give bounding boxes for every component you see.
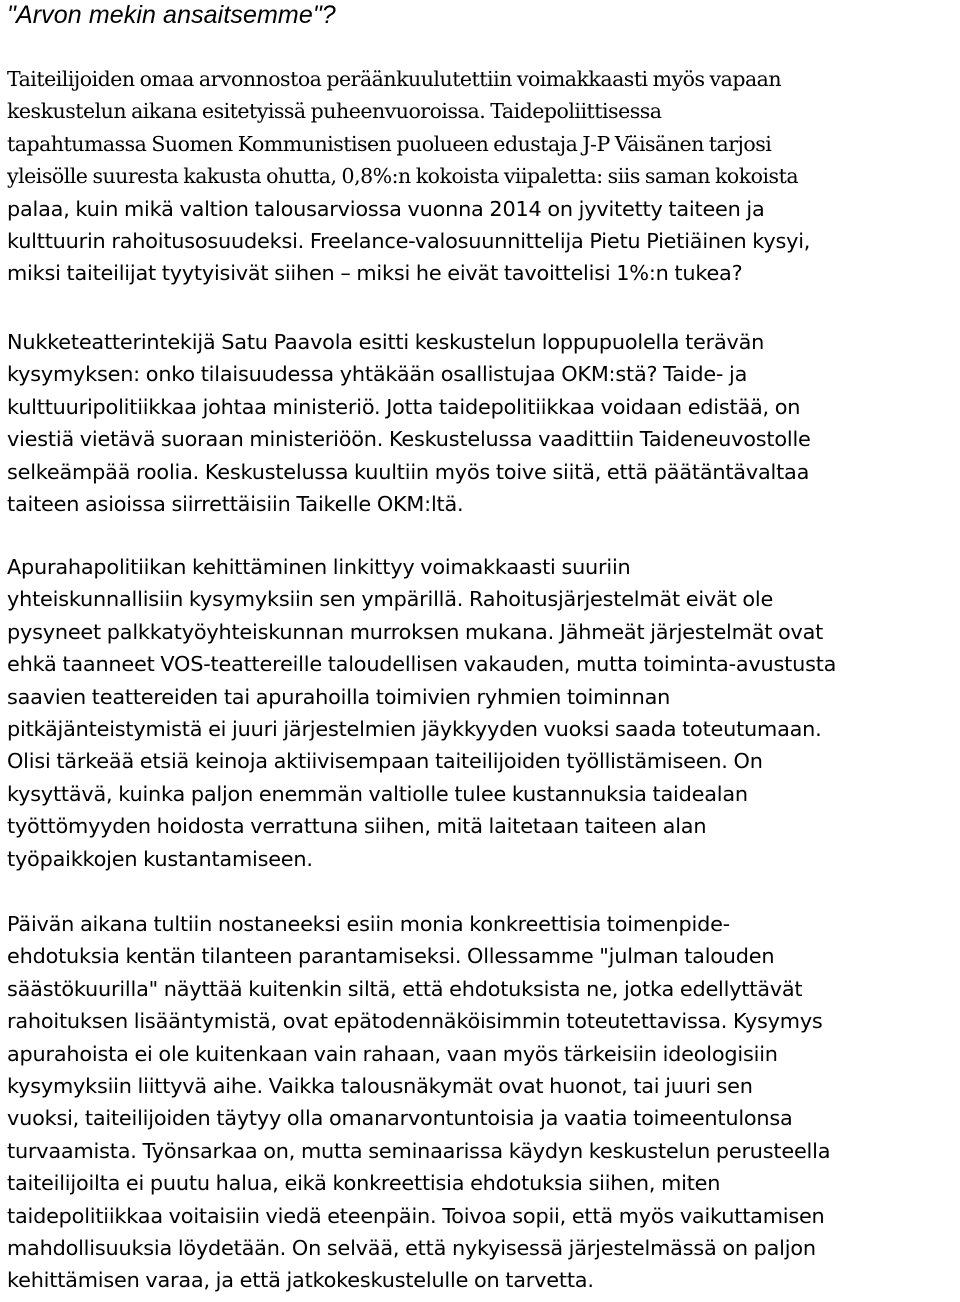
text-line: pitkäjänteistymistä ei juuri järjestelmien jäykkyyden vuoksi saada toteutumaan. xyxy=(7,716,822,741)
paragraph-4 xyxy=(7,908,830,1297)
text-line: ehkä taanneet VOS-teattereille taloudellisen vakauden, mutta toiminta-avustusta xyxy=(7,652,837,677)
text-line: palaa, kuin mikä valtion talousarviossa vuonna 2014 on jyvitetty taiteen ja xyxy=(7,196,765,221)
paragraph-2 xyxy=(7,326,811,520)
document-page xyxy=(7,0,957,1293)
text-line: kulttuuripolitiikkaa johtaa ministeriö. Jotta taidepolitiikkaa voidaan edistää, on xyxy=(7,394,801,419)
text-line: työpaikkojen kustantamiseen. xyxy=(7,846,313,871)
text-line: yhteiskunnallisiin kysymyksiin sen ympärillä. Rahoitusjärjestelmät eivät ole xyxy=(7,587,774,612)
text-line: yleisölle suuresta kakusta ohutta, 0,8%:n kokoista viipaletta: siis saman kokoista xyxy=(7,164,799,189)
text-line: turvaamista. Työnsarkaa on, mutta seminaarissa käydyn keskustelun perusteella xyxy=(7,1138,831,1163)
text-line: kysyttävä, kuinka paljon enemmän valtiolle tulee kustannuksia taidealan xyxy=(7,781,748,806)
paragraph-3 xyxy=(7,551,836,875)
text-line: kysymyksiin liittyvä aihe. Vaikka talousnäkymät ovat huonot, tai juuri sen xyxy=(7,1073,753,1098)
text-line: pysyneet palkkatyöyhteiskunnan murroksen mukana. Jähmeät järjestelmät ovat xyxy=(7,619,824,644)
paragraph-1 xyxy=(7,63,810,290)
text-line: Nukketeatterintekijä Satu Paavola esitti keskustelun loppupuolella terävän xyxy=(7,330,765,354)
text-line: saavien teattereiden tai apurahoilla toimivien ryhmien toiminnan xyxy=(7,684,671,709)
text-line: mahdollisuuksia löydetään. On selvää, että nykyisessä järjestelmässä on paljon xyxy=(7,1235,816,1260)
document-heading: "Arvon mekin ansaitsemme"? xyxy=(7,1,336,29)
text-line: taiteen asioissa siirrettäisiin Taikelle OKM:ltä. xyxy=(7,491,464,516)
text-line: vuoksi, taiteilijoiden täytyy olla omanarvontuntoisia ja vaatia toimeentulonsa xyxy=(7,1106,793,1131)
text-line: Apurahapolitiikan kehittäminen linkittyy voimakkaasti suuriin xyxy=(7,555,631,579)
text-line: apurahoista ei ole kuitenkaan vain rahaan, vaan myös tärkeisiin ideologisiin xyxy=(7,1041,778,1066)
text-line: rahoituksen lisääntymistä, ovat epätodennäköisimmin toteutettavissa. Kysymys xyxy=(7,1009,823,1034)
text-line: Päivän aikana tultiin nostaneeksi esiin monia konkreettisia toimenpide- xyxy=(7,912,730,936)
text-line: säästökuurilla" näyttää kuitenkin siltä, että ehdotuksista ne, jotka edellyttävät xyxy=(7,976,803,1001)
text-line: viestiä vietävä suoraan ministeriöön. Keskustelussa vaadittiin Taideneuvostolle xyxy=(7,427,811,452)
text-line: kysymyksen: onko tilaisuudessa yhtäkään osallistujaa OKM:stä? Taide- ja xyxy=(7,362,748,387)
text-line: selkeämpää roolia. Keskustelussa kuultiin myös toive siitä, että päätäntävaltaa xyxy=(7,459,810,484)
text-line: työttömyyden hoidosta verrattuna siihen, mitä laitetaan taiteen alan xyxy=(7,814,707,839)
text-line: taidepolitiikkaa voitaisiin viedä eteenpäin. Toivoa sopii, että myös vaikuttamisen xyxy=(7,1203,825,1228)
text-line: taiteilijoilta ei puutu halua, eikä konkreettisia ehdotuksia siihen, miten xyxy=(7,1171,721,1196)
text-line: miksi taiteilijat tyytyisivät siihen – miksi he eivät tavoittelisi 1%:n tukea? xyxy=(7,261,743,286)
text-line: ehdotuksia kentän tilanteen parantamiseksi. Ollessamme "julman talouden xyxy=(7,944,775,969)
text-line: Taiteilijoiden omaa arvonnostoa peräänkuulutettiin voimakkaasti myös vapaan xyxy=(7,67,782,91)
text-line: kulttuurin rahoitusosuudeksi. Freelance-valosuunnittelija Pietu Pietiäinen kysyi, xyxy=(7,228,811,253)
text-line: kehittämisen varaa, ja että jatkokeskustelulle on tarvetta. xyxy=(7,1268,594,1293)
text-line: Olisi tärkeää etsiä keinoja aktiivisempaan taiteilijoiden työllistämiseen. On xyxy=(7,749,763,774)
text-line: keskustelun aikana esitetyissä puheenvuoroissa. Taidepoliittisessa xyxy=(7,99,662,124)
text-line: tapahtumassa Suomen Kommunistisen puolueen edustaja J-P Väisänen tarjosi xyxy=(7,131,772,156)
